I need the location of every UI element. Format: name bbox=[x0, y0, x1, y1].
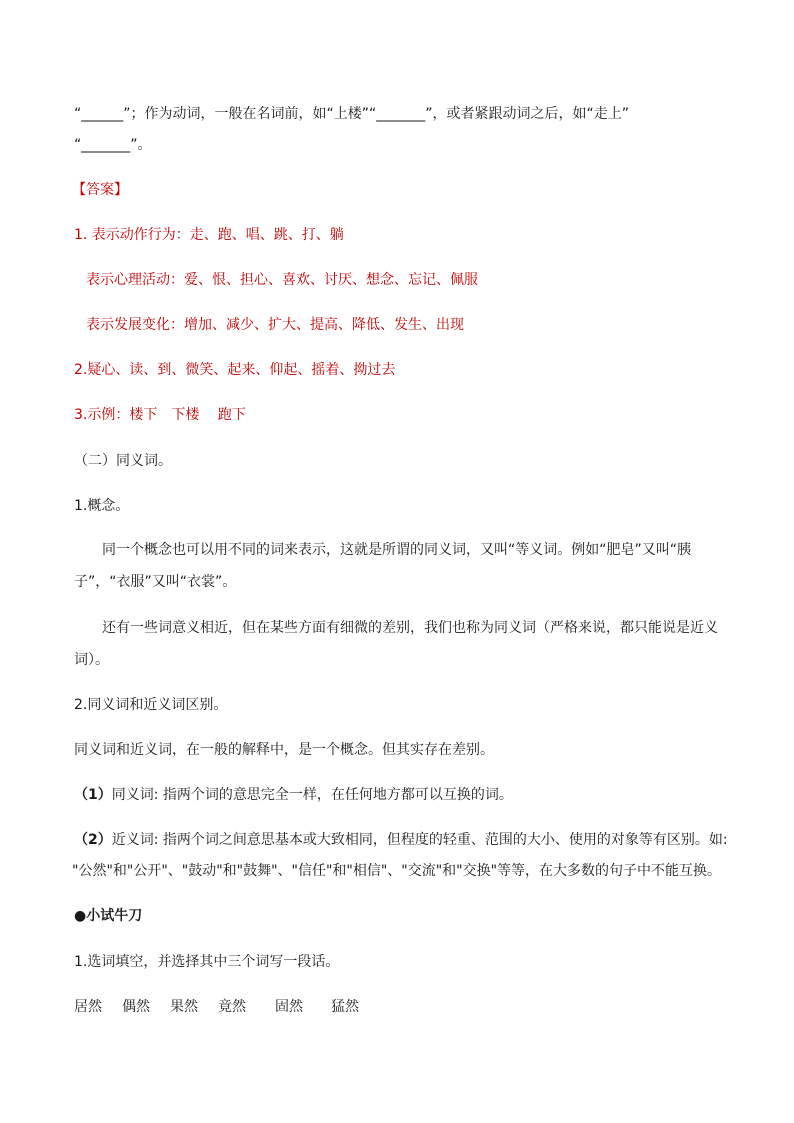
intro-line-2: “_______”。 bbox=[74, 137, 152, 153]
intro-line-1: “______”；作为动词，一般在名词前，如“上楼”“_______”，或者紧跟动词之后，如“走上” bbox=[74, 106, 630, 122]
concept-heading: 1.概念。 bbox=[74, 498, 130, 514]
difference-intro: 同义词和近义词，在一般的解释中，是一个概念。但其实存在差别。 bbox=[74, 742, 494, 758]
word-choice-1: 居然 bbox=[74, 999, 102, 1015]
definition-near-synonym-examples: "公然"和"公开"、"鼓动"和"鼓舞"、"信任"和"相信"、"交流"和"交换"等等，在大多数的句子中不能互换。 bbox=[72, 863, 722, 879]
definition-synonym-label: （1） bbox=[74, 787, 112, 803]
concept-para-1-line-1: 同一个概念也可以用不同的词来表示，这就是所谓的同义词，又叫“等义词。例如“肥皂”又叫“胰 bbox=[102, 542, 692, 558]
exercise-question: 1.选词填空，并选择其中三个词写一段话。 bbox=[74, 954, 340, 970]
answer-item-1: 1. 表示动作行为：走、跑、唱、跳、打、躺 bbox=[74, 227, 344, 243]
difference-heading: 2.同义词和近义词区别。 bbox=[74, 697, 228, 713]
exercise-heading: ●小试牛刀 bbox=[74, 908, 143, 924]
answer-item-1-mental: 表示心理活动：爱、恨、担心、喜欢、讨厌、想念、忘记、佩服 bbox=[86, 272, 478, 288]
answer-item-3: 3.示例：楼下 下楼 跑下 bbox=[74, 407, 246, 423]
definition-synonym-text: 同义词: 指两个词的意思完全一样，在任何地方都可以互换的词。 bbox=[111, 787, 513, 803]
word-choice-2: 偶然 bbox=[122, 999, 150, 1015]
answer-title: 【答案】 bbox=[72, 182, 128, 198]
word-choice-6: 猛然 bbox=[331, 999, 359, 1015]
synonyms-heading: （二）同义词。 bbox=[74, 453, 172, 469]
definition-near-synonym-label: （2） bbox=[74, 832, 112, 848]
answer-item-2: 2.疑心、读、到、微笑、起来、仰起、摇着、拗过去 bbox=[74, 362, 396, 378]
definition-near-synonym-text: 近义词: 指两个词之间意思基本或大致相同，但程度的轻重、范围的大小、使用的对象等有区别。如: bbox=[111, 832, 728, 848]
word-choice-5: 固然 bbox=[275, 999, 303, 1015]
concept-para-2-line-1: 还有一些词意义相近，但在某些方面有细微的差别，我们也称为同义词（严格来说，都只能说是近义 bbox=[102, 620, 718, 636]
word-choice-4: 竟然 bbox=[218, 999, 246, 1015]
concept-para-1-line-2: 子”，“衣服”又叫“衣裳”。 bbox=[74, 574, 237, 590]
definition-near-synonym bbox=[74, 830, 728, 850]
concept-para-2-line-2: 词）。 bbox=[74, 652, 109, 668]
word-choice-3: 果然 bbox=[170, 999, 198, 1015]
answer-item-1-change: 表示发展变化：增加、减少、扩大、提高、降低、发生、出现 bbox=[86, 317, 464, 333]
definition-synonym bbox=[74, 785, 513, 805]
